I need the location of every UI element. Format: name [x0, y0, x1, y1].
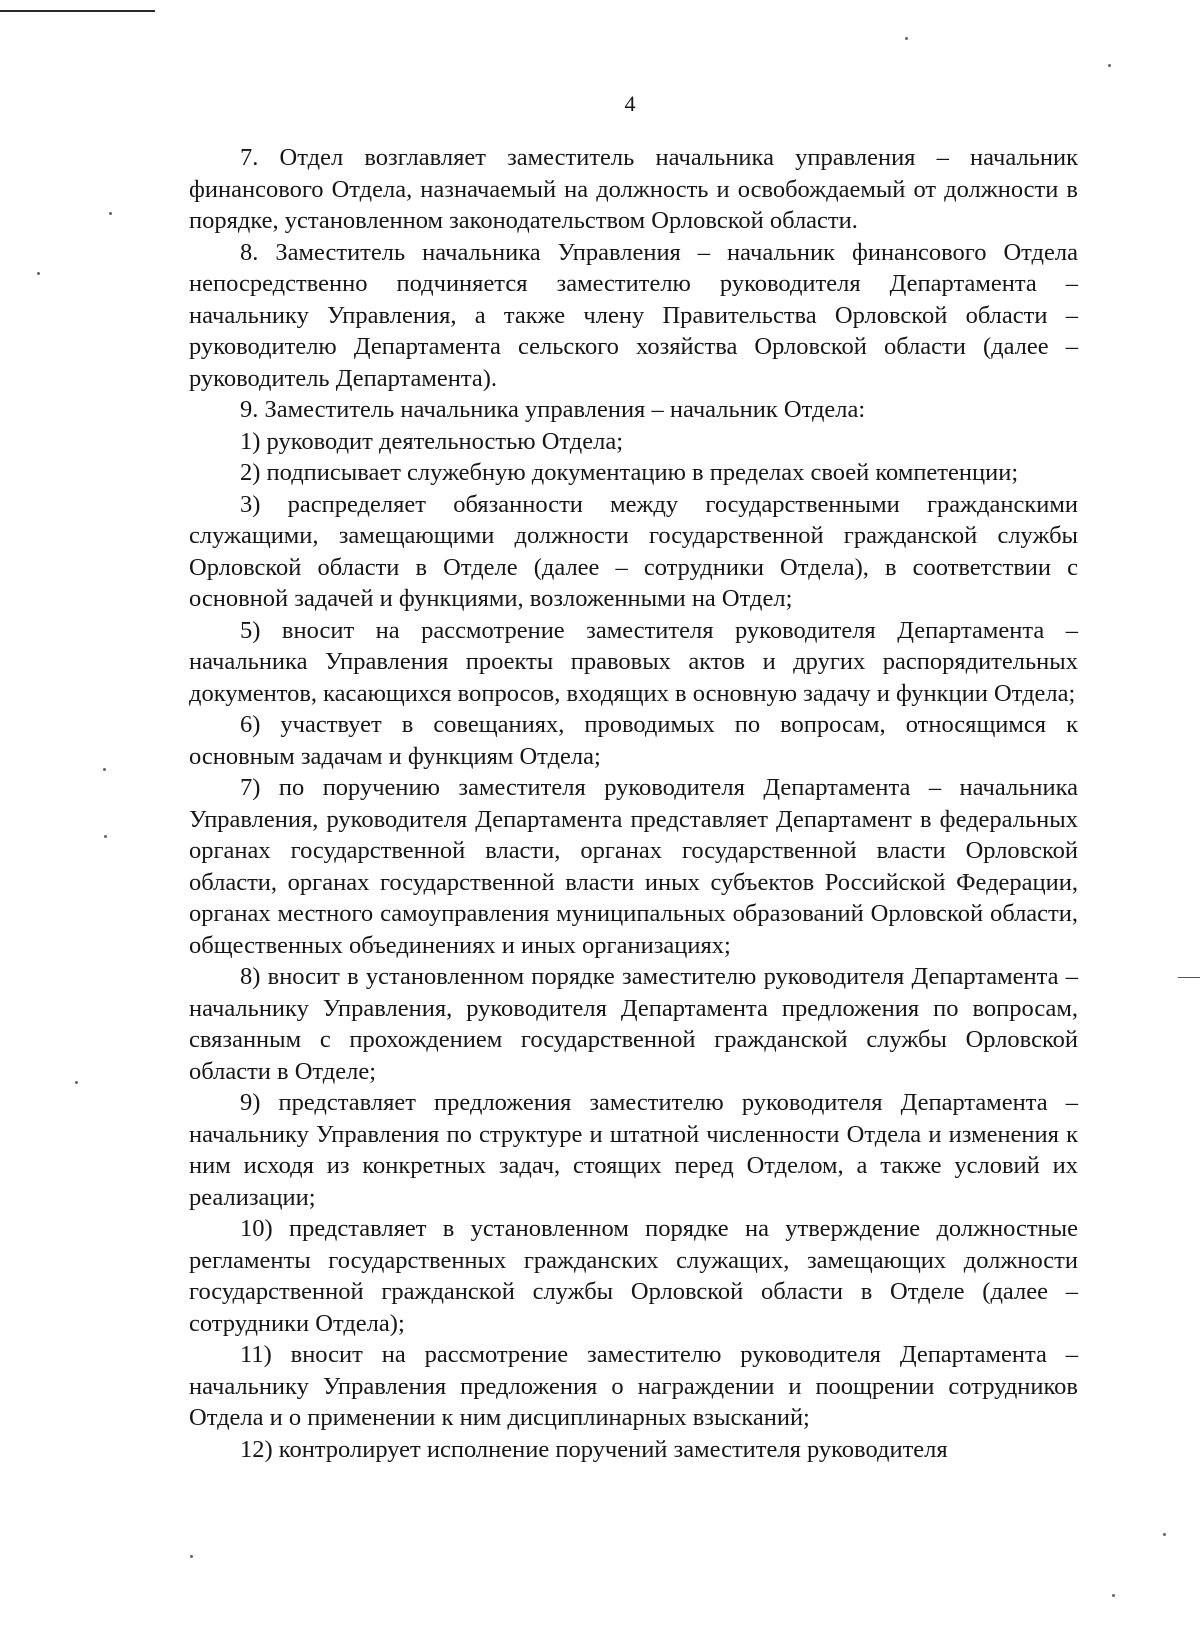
scan-speck [103, 768, 106, 771]
scan-speck [75, 1081, 78, 1084]
list-item-6: 6) участвует в совещаниях, проводимых по вопросам, относящимся к основным задачам и функциям Отдела; [189, 711, 1078, 770]
scan-speck [905, 37, 908, 40]
scan-speck [104, 835, 107, 838]
scan-speck [190, 1555, 193, 1558]
scan-speck [109, 212, 112, 215]
paragraph-8: 8. Заместитель начальника Управления – начальник финансового Отдела непосредственно подчиняется заместителю руководителя Департамента – начальнику Управления, а также члену Правительства Орловской области – руководителю Департамента сельского хозяйства Орловской области (далее – руководитель Департамента). [189, 238, 1078, 392]
list-item-5: 5) вносит на рассмотрение заместителя руководителя Департамента – начальника Управления проекты правовых актов и других распорядительных документов, касающихся вопросов, входящих в основную задачу и функции Отдела; [189, 616, 1078, 707]
paragraph-7: 7. Отдел возглавляет заместитель начальника управления – начальник финансового Отдела, назначаемый на должность и освобождаемый от должности в порядке, установленном законодательством Орловской области. [189, 144, 1078, 234]
scan-edge-line [0, 10, 155, 12]
scan-speck [1112, 1594, 1115, 1597]
list-item-7: 7) по поручению заместителя руководителя Департамента – начальника Управления, руководителя Департамента представляет Департамент в федеральных органах государственной власти, органах государственной власти Орловской области, органах государственной власти иных субъектов Российской Федерации, органах местного самоуправления муниципальных образований Орловской области, общественных объединениях и иных организациях; [189, 774, 1078, 959]
list-item-10: 10) представляет в установленном порядке на утверждение должностные регламенты государственных гражданских служащих, замещающих должности государственной гражданской службы Орловской области в Отделе (далее – сотрудники Отдела); [189, 1215, 1078, 1337]
list-item-11: 11) вносит на рассмотрение заместителю руководителя Департамента – начальнику Управления предложения о награждении и поощрении сотрудников Отдела и о применении к ним дисциплинарных взысканий; [189, 1341, 1078, 1431]
paragraph-9: 9. Заместитель начальника управления – начальник Отдела: [240, 396, 866, 423]
scan-speck [37, 272, 40, 275]
scan-speck [1163, 1533, 1166, 1536]
list-item-9: 9) представляет предложения заместителю руководителя Департамента – начальнику Управления по структуре и штатной численности Отдела и изменения к ним исходя из конкретных задач, стоящих перед Отделом, а также условий их реализации; [189, 1089, 1078, 1211]
list-item-3: 3) распределяет обязанности между государственными гражданскими служащими, замещающими должности государственной гражданской службы Орловской области в Отделе (далее – сотрудники Отдела), в соответствии с основной задачей и функциями, возложенными на Отдел; [189, 490, 1078, 612]
list-item-12: 12) контролирует исполнение поручений заместителя руководителя [240, 1435, 948, 1463]
list-item-2: 2) подписывает служебную документацию в пределах своей компетенции; [240, 459, 1019, 486]
list-item-1: 1) руководит деятельностью Отдела; [240, 427, 624, 455]
page-number: 4 [624, 91, 636, 116]
scan-edge-mark [1178, 977, 1200, 978]
document-body [189, 142, 1078, 1465]
list-item-8: 8) вносит в установленном порядке заместителю руководителя Департамента – начальнику Управления, руководителя Департамента предложения по вопросам, связанным с прохождением государственной гражданской службы Орловской области в Отделе; [189, 963, 1078, 1085]
scan-speck [1108, 64, 1111, 67]
